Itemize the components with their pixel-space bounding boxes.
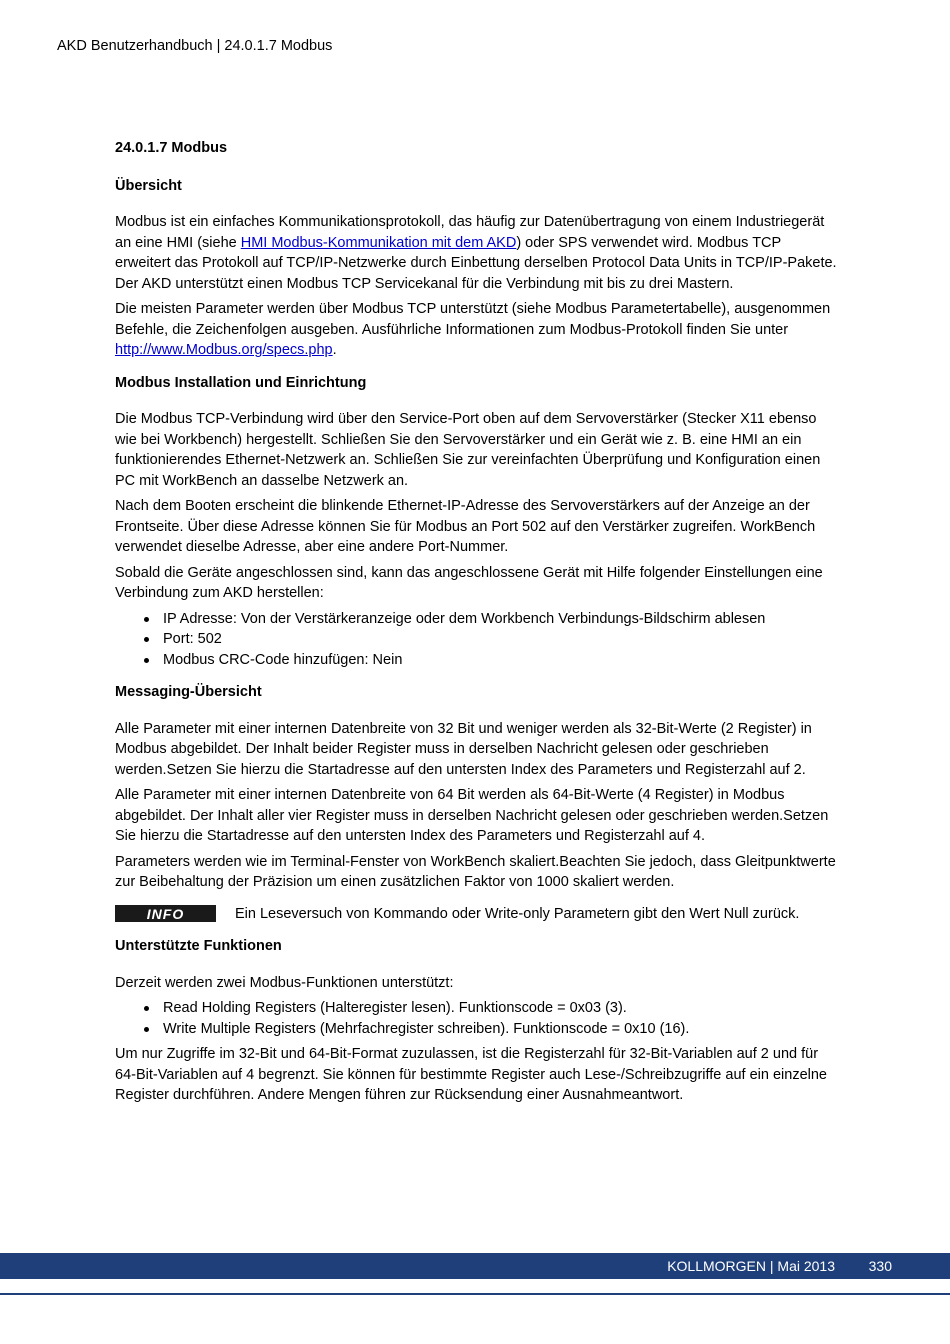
overview-p1-text-a: Modbus ist ein einfaches Kommunikationsprotokoll, das häufig zur Datenübertragung von einem Industriegerät an eine HMI (siehe <box>115 214 825 251</box>
list-item: Read Holding Registers (Halteregister lesen). Funktionscode = 0x03 (3). <box>115 998 840 1019</box>
info-badge: INFO <box>115 905 216 922</box>
info-note-text: Ein Leseversuch von Kommando oder Write-only Parametern gibt den Wert Null zurück. <box>235 905 800 922</box>
document-body <box>115 138 840 1111</box>
installation-paragraph-1: Die Modbus TCP-Verbindung wird über den Service-Port oben auf dem Servoverstärker (Stecker X11 ebenso wie bei Workbench) hergestellt. Schließen Sie den Servoverstärker und ein Gerät wie z. B. eine HMI an ein funktionierendes Ethernet-Netzwerk an. Schließen Sie zur vereinfachten Überprüfung und Konfiguration einen PC mit WorkBench an dasselbe Netzwerk an. <box>115 411 821 489</box>
overview-paragraph-2 <box>115 299 840 361</box>
messaging-paragraph-3: Parameters werden wie im Terminal-Fenster von WorkBench skaliert.Beachten Sie jedoch, dass Gleitpunktwerte zur Beibehaltung der Präzision um einen zusätzlichen Faktor von 1000 skaliert werden. <box>115 853 836 890</box>
list-item: Modbus CRC-Code hinzufügen: Nein <box>115 650 840 671</box>
modbus-specs-link[interactable]: http://www.Modbus.org/specs.php <box>115 342 333 358</box>
functions-paragraph-2: Um nur Zugriffe im 32-Bit und 64-Bit-Format zuzulassen, ist die Registerzahl für 32-Bit-Variablen auf 2 und für 64-Bit-Variablen auf 4 begrenzt. Sie können für bestimmte Register auch Lese-/Schreibzugriffe auf ein einzelne Register durchführen. Andere Mengen führen zur Rücksendung einer Ausnahmeantwort. <box>115 1046 827 1103</box>
overview-paragraph-1 <box>115 212 840 294</box>
footer-bar <box>0 1253 950 1279</box>
heading-overview: Übersicht <box>115 177 182 194</box>
info-note <box>115 904 840 925</box>
list-item: IP Adresse: Von der Verstärkeranzeige oder dem Workbench Verbindungs-Bildschirm ablesen <box>115 609 840 630</box>
installation-paragraph-3: Sobald die Geräte angeschlossen sind, kann das angeschlossene Gerät mit Hilfe folgender Einstellungen eine Verbindung zum AKD herstellen: <box>115 564 823 601</box>
functions-paragraph-1: Derzeit werden zwei Modbus-Funktionen unterstützt: <box>115 974 454 991</box>
footer-company: KOLLMORGEN | Mai 2013 <box>667 1258 835 1274</box>
page-number: 330 <box>868 1258 892 1274</box>
hmi-modbus-link[interactable]: HMI Modbus-Kommunikation mit dem AKD <box>240 234 517 251</box>
functions-list <box>115 998 840 1039</box>
messaging-paragraph-2: Alle Parameter mit einer internen Datenbreite von 64 Bit werden als 64-Bit-Werte (4 Register) in Modbus abgebildet. Der Inhalt aller vier Register muss in derselben Nachricht gelesen oder geschrieben werden.Setzen Sie hierzu die Startadresse auf den untersten Index des Parameters und Registerzahl auf 4. <box>115 787 829 844</box>
overview-p1-text-b: ) oder SPS verwendet wird. Modbus TCP erweitert das Protokoll auf TCP/IP-Netzwerke durch Einbettung derselben Protocol Data Units in TCP/IP-Pakete. Der AKD unterstützt einen Modbus TCP Servicekanal für die Verbindung mit bis zu drei Mastern. <box>115 234 837 292</box>
running-header: AKD Benutzerhandbuch | 24.0.1.7 Modbus <box>57 38 333 54</box>
heading-messaging: Messaging-Übersicht <box>115 684 262 700</box>
overview-p2-text-b: . <box>332 342 337 358</box>
list-item: Port: 502 <box>115 629 840 650</box>
messaging-paragraph-1: Alle Parameter mit einer internen Datenbreite von 32 Bit und weniger werden als 32-Bit-Werte (2 Register) in Modbus abgebildet. Der Inhalt beider Register muss in derselben Nachricht gelesen oder geschrieben werden.Setzen Sie hierzu die Startadresse auf den untersten Index des Parameters und Registerzahl auf 2. <box>115 720 812 778</box>
footer-divider <box>0 1293 950 1295</box>
heading-installation: Modbus Installation und Einrichtung <box>115 374 367 391</box>
list-item: Write Multiple Registers (Mehrfachregister schreiben). Funktionscode = 0x10 (16). <box>115 1019 840 1040</box>
page-title: 24.0.1.7 Modbus <box>115 140 228 156</box>
overview-p2-text-a: Die meisten Parameter werden über Modbus TCP unterstützt (siehe Modbus Parametertabelle), ausgenommen Befehle, die Zeichenfolgen ausgeben. Ausführliche Informationen zum Modbus-Protokoll finden Sie unter <box>115 301 831 338</box>
installation-settings-list <box>115 609 840 671</box>
heading-functions: Unterstützte Funktionen <box>115 938 282 954</box>
installation-paragraph-2: Nach dem Booten erscheint die blinkende Ethernet-IP-Adresse des Servoverstärkers auf der Anzeige an der Frontseite. Über diese Adresse können Sie für Modbus an Port 502 auf den Verstärker zugreifen. WorkBench verwendet dieselbe Adresse, aber eine andere Port-Nummer. <box>115 498 816 555</box>
